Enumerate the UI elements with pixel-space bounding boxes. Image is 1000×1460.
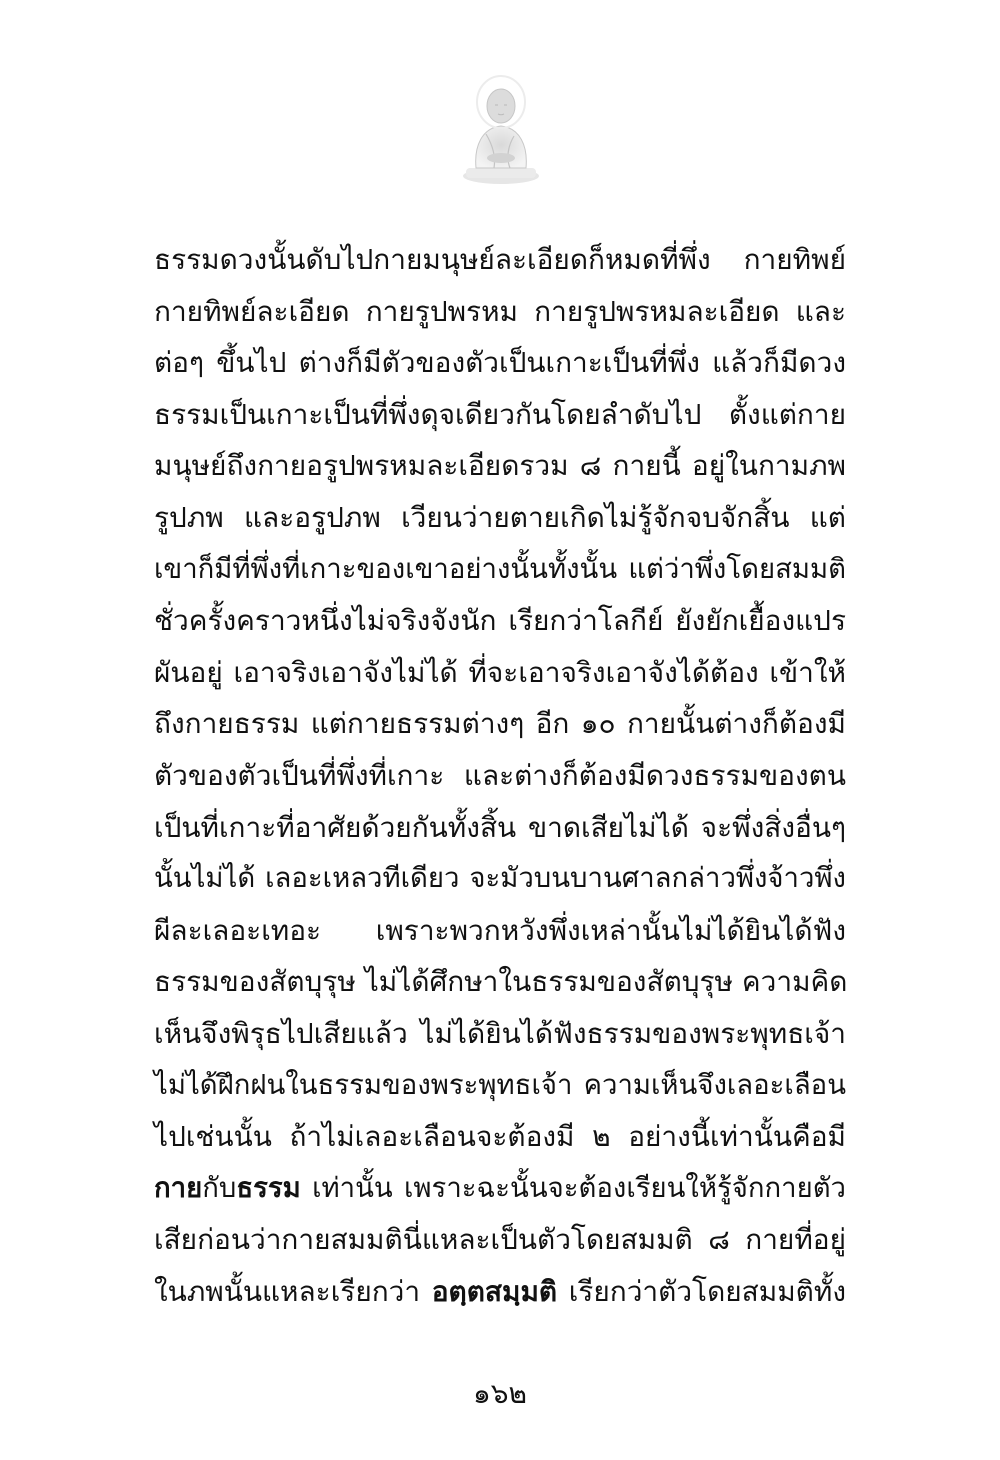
- text-line-7: เขาก็มีที่พึ่งที่เกาะของเขาอย่างนั้นทั้งนั้น แต่ว่าพึ่งโดยสมมติ: [154, 552, 846, 585]
- text-line-21-pre: ในภพนั้นแหละเรียกว่า: [154, 1274, 432, 1308]
- bold-term-tham: ธรรม: [236, 1171, 301, 1204]
- monk-figure-image: [456, 72, 546, 188]
- text-line-6: รูปภพ และอรูปภพ เวียนว่ายตายเกิดไม่รู้จักจบจักสิ้น แต่: [154, 500, 846, 534]
- text-line-1: ธรรมดวงนั้นดับไปกายมนุษย์ละเอียดก็หมดที่พึ่ง กายทิพย์: [154, 243, 846, 276]
- text-line-12: เป็นที่เกาะที่อาศัยด้วยกันทั้งสิ้น ขาดเสียไม่ได้ จะพึ่งสิ่งอื่นๆ: [154, 810, 846, 844]
- text-line-2: กายทิพย์ละเอียด กายรูปพรหม กายรูปพรหมละเอียด และ: [154, 294, 846, 328]
- text-line-14: ผีละเลอะเทอะ เพราะพวกหวังพึ่งเหล่านั้นไม่ได้ยินได้ฟัง: [154, 913, 846, 947]
- text-line-18: ไปเช่นนั้น ถ้าไม่เลอะเลือนจะต้องมี ๒ อย่างนี้เท่านั้นคือมี: [154, 1120, 846, 1154]
- page-number: ๑๖๒: [472, 1377, 527, 1410]
- text-line-11: ตัวของตัวเป็นที่พึ่งที่เกาะ และต่างก็ต้องมีดวงธรรมของตน: [154, 758, 846, 792]
- text-line-5: มนุษย์ถึงกายอรูปพรหมละเอียดรวม ๘ กายนี้ อยู่ในกามภพ: [154, 449, 846, 483]
- text-line-3: ต่อๆ ขึ้นไป ต่างก็มีตัวของตัวเป็นเกาะเป็นที่พึ่ง แล้วก็มีดวง: [154, 346, 846, 380]
- text-line-13: นั้นไม่ได้ เลอะเหลวทีเดียว จะมัวบนบานศาลกล่าวพึ่งจ้าวพึ่ง: [154, 862, 846, 895]
- text-line-19: [154, 1163, 846, 1215]
- text-line-21: [154, 1266, 846, 1318]
- text-line-8: ชั่วครั้งคราวหนึ่งไม่จริงจังนัก เรียกว่าโลกีย์ ยังยักเยื้องแปร: [154, 604, 846, 638]
- text-kap: กับ: [202, 1171, 237, 1204]
- text-line-15: ธรรมของสัตบุรุษ ไม่ได้ศึกษาในธรรมของสัตบุรุษ ความคิด: [154, 965, 848, 999]
- body-text: [154, 234, 846, 1317]
- text-line-17: ไม่ได้ฝึกฝนในธรรมของพระพุทธเจ้า ความเห็นจึงเลอะเลือน: [154, 1068, 846, 1101]
- text-line-10: ถึงกายธรรม แต่กายธรรมต่างๆ อีก ๑๐ กายนั้นต่างก็ต้องมี: [154, 707, 846, 741]
- text-line-20: เสียก่อนว่ากายสมมตินี่แหละเป็นตัวโดยสมมติ ๘ กายที่อยู่: [154, 1223, 846, 1257]
- text-line-21-post: เรียกว่าตัวโดยสมมติทั้ง: [557, 1274, 846, 1308]
- text-line-4: ธรรมเป็นเกาะเป็นที่พึ่งดุจเดียวกันโดยลำดับไป ตั้งแต่กาย: [154, 397, 846, 431]
- bold-term-kai: กาย: [154, 1171, 203, 1204]
- text-line-16: เห็นจึงพิรุธไปเสียแล้ว ไม่ได้ยินได้ฟังธรรมของพระพุทธเจ้า: [154, 1016, 846, 1050]
- text-line-19-rest: เท่านั้น เพราะฉะนั้นจะต้องเรียนให้รู้จักกายตัว: [300, 1171, 846, 1204]
- bold-term-atta-sammati: อตฺตสมฺมติ: [431, 1274, 558, 1308]
- text-line-9: ผันอยู่ เอาจริงเอาจังไม่ได้ ที่จะเอาจริงเอาจังได้ต้อง เข้าให้: [154, 655, 846, 689]
